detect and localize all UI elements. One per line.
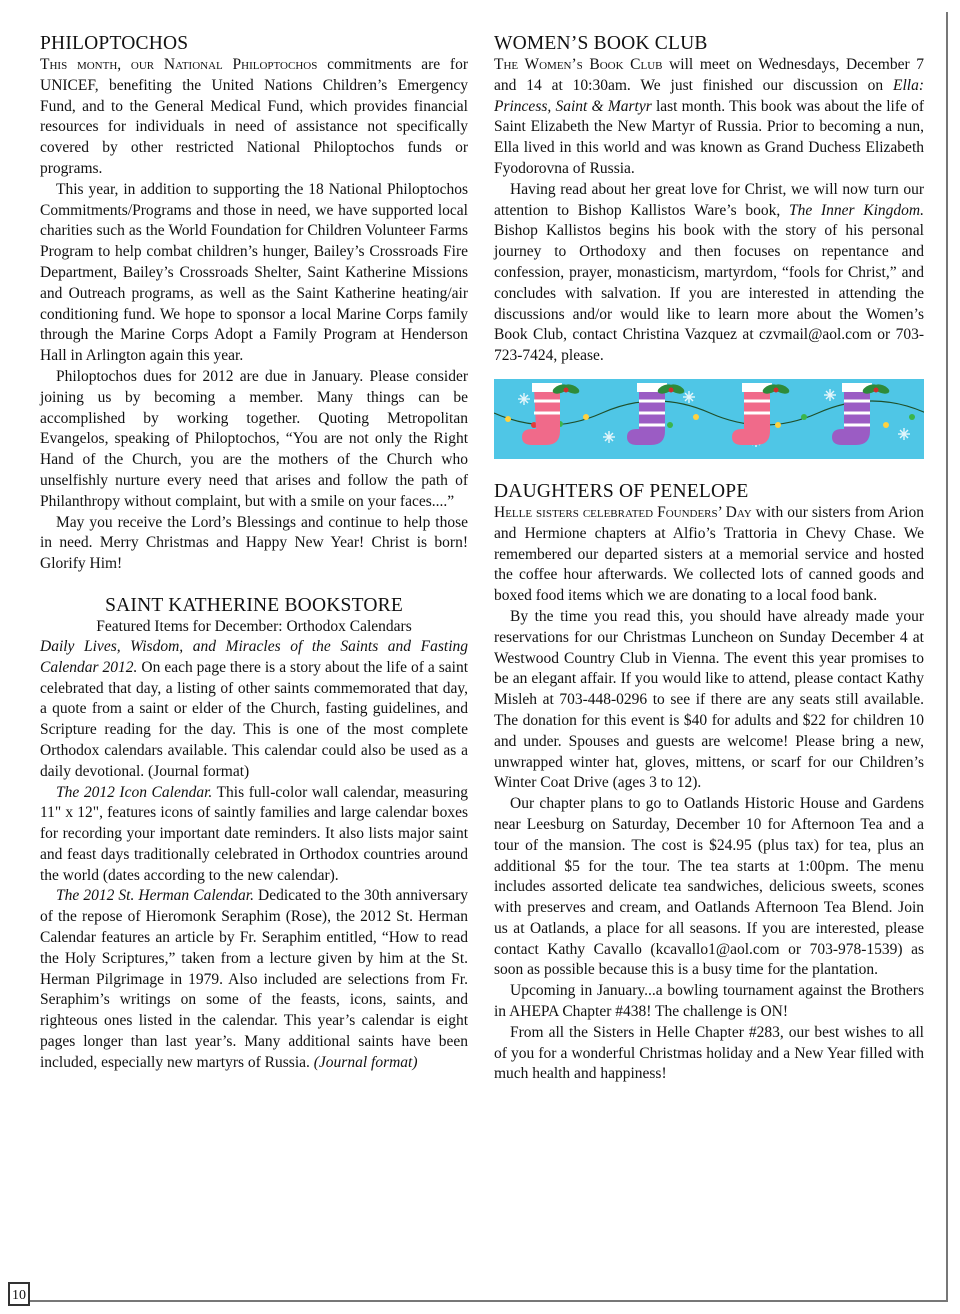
philoptochos-heading: PHILOPTOCHOS bbox=[40, 33, 189, 54]
penelope-p1-text: with our sisters from Arion and Hermione chapters at Alfio’s Trattoria in Chevy Chase. We remembered our departed sisters at a memorial service and hosted the coffee hour afterwards. We collected lots of canned goods and boxed food items which we are donating to a local food bank. bbox=[494, 503, 924, 605]
book-club-p1-a: will meet on Wednesdays, December 7 and 14 at 10:30am. We just finished our discussion on bbox=[494, 56, 924, 94]
bookstore-item-2 bbox=[40, 783, 468, 887]
philoptochos-paragraph-2: This year, in addition to supporting the 18 National Philoptochos Commitments/Programs and those in need, we have supported local charities such as the World Foundation for Children Volunteer Farms Program to help combat children’s hunger, Bailey’s Crossroads Fire Department, Bailey’s Crossroads Shelter, Saint Katherine Missions and Outreach programs, as well as the Saint Katherine heating/air conditioning fund. We hope to sponsor a local Marine Corps family through the Marine Corps Adopt a Family Program at Henderson Hall in Arlington again this year. bbox=[40, 180, 468, 365]
book-club-p2-a: Having read about her great love for Christ, we will now turn our attention to Bishop Kallistos Ware’s book, bbox=[494, 180, 924, 219]
penelope-heading: DAUGHTERS OF PENELOPE bbox=[494, 480, 749, 502]
section-gap bbox=[40, 575, 468, 595]
right-column bbox=[494, 33, 924, 1085]
bookstore-item-1 bbox=[40, 637, 468, 783]
item-2-title: The 2012 Icon Calendar. bbox=[56, 783, 213, 801]
item-2-text: This full-color wall calendar, measuring 11" x 12", features icons of saintly families and large calendar boxes for recording your important date reminders. It also lists major saint and feast days traditionally celebrated in Orthodox countries around the world (dates according to the new calendar). bbox=[40, 783, 468, 884]
book-club-title-1: Ella: Princess, Saint & Martyr bbox=[494, 76, 924, 115]
christmas-stockings-banner bbox=[494, 379, 924, 459]
bookstore-item-3 bbox=[40, 886, 468, 1073]
philoptochos-paragraph-3: Philoptochos dues for 2012 are due in January. Please consider joining us by becoming a member. Many things can be accomplished by working together. Quoting Metropolitan Evangelos, speaking of Philoptochos, “You are not only the Right Hand of the Church, you are the mothers of the Church who unselfishly nurture every need that arises and follow the path of Philanthropy without complaint, but with a smile on your faces....” bbox=[40, 367, 468, 510]
bookstore-featured-line: Featured Items for December: Orthodox Calendars bbox=[96, 617, 412, 635]
philoptochos-p1-text: commitments are for UNICEF, benefiting the United Nations Children’s Emergency Fund, and to the General Medical Fund, which provides financial resources for individuals in need of assistance not specifically covered by other restricted National Philoptochos funds or programs. bbox=[40, 56, 469, 177]
philoptochos-lead: This month, our National Philoptochos bbox=[40, 56, 318, 73]
item-3-text: Dedicated to the 30th anniversary of the repose of Hieromonk Seraphim (Rose), the 2012 St. Herman Calendar features an article by Fr. Seraphim entitled, “How to read the Holy Scriptures,” taken from a lecture given by him at the St. Herman Pilgrimage in 1979. Also included are selections from Fr. Seraphim’s writings on some of the feasts, icons, saints, and righteous ones listed in the calendar. This year’s calendar is eight pages longer than last year’s. Many additional saints have been included, especially new martyrs of Russia. bbox=[40, 887, 468, 1071]
philoptochos-paragraph-1 bbox=[40, 55, 468, 180]
left-column bbox=[40, 33, 468, 1074]
book-club-title-2: The Inner Kingdom. bbox=[788, 201, 924, 219]
book-club-paragraph-1 bbox=[494, 55, 924, 180]
item-3-title: The 2012 St. Herman Calendar. bbox=[56, 887, 254, 905]
book-club-lead: The Women’s Book Club bbox=[494, 56, 663, 73]
penelope-paragraph-5: From all the Sisters in Helle Chapter #283, our best wishes to all of you for a wonderful Christmas holiday and a New Year filled with much health and happiness! bbox=[494, 1023, 924, 1083]
penelope-paragraph-1 bbox=[494, 503, 924, 607]
bookstore-heading: SAINT KATHERINE BOOKSTORE bbox=[105, 594, 403, 616]
item-1-text: On each page there is a story about the life of a saint celebrated that day, a listing of other saints commemorated that day, a quote from a saint or elder of the Church, fasting guidelines, and Scripture reading for the day. This is one of the most complete Orthodox calendars available. This calendar could also be used as a daily devotional. (Journal format) bbox=[40, 658, 468, 780]
book-club-p2-b: Bishop Kallistos begins his book with the story of his personal journey to Orthodoxy and then focuses on repentance and confession, prayer, monasticism, martyrdom, “fools for Christ,” and concludes with salvation. If you are interested in attending the discussions and/or would like to learn more about the Women’s Book Club, contact Christina Vazquez at czvmail@aol.com or 703-723-7424, please. bbox=[494, 222, 924, 365]
item-3-format: (Journal format) bbox=[313, 1053, 418, 1071]
philoptochos-paragraph-4: May you receive the Lord’s Blessings and continue to help those in need. Merry Christmas and Happy New Year! Christ is born! Glorify Him! bbox=[40, 513, 468, 573]
penelope-paragraph-2: By the time you read this, you should have already made your reservations for our Christmas Luncheon on Sunday December 4 at Westwood Country Club in Vienna. The event this year promises to be an elegant affair. If you would like to attend, please contact Kathy Misleh at 703-448-0296 to see if there are any seats still available. The donation for this event is $40 for adults and $22 for children 10 and under. Spouses and guests are welcome! Please bring a new, unwrapped winter hat, gloves, mittens, or scarf for our Children’s Winter Coat Drive (ages 3 to 12). bbox=[494, 607, 924, 792]
book-club-paragraph-2 bbox=[494, 180, 924, 367]
book-club-p1-b: last month. This book was about the life of Saint Elizabeth the New Martyr of Russia. Prior to becoming a nun, Ella lived in this world and was known as Grand Duchess Elizabeth Fyodorovna of Russia. bbox=[494, 97, 924, 177]
page-number: 10 bbox=[8, 1282, 30, 1306]
penelope-paragraph-4: Upcoming in January...a bowling tournament against the Brothers in AHEPA Chapter #438! The challenge is ON! bbox=[494, 982, 924, 1021]
item-1-title: Daily Lives, Wisdom, and Miracles of the Saints and Fasting Calendar 2012. bbox=[40, 637, 468, 676]
penelope-paragraph-3: Our chapter plans to go to Oatlands Historic House and Gardens near Leesburg on Saturday, December 10 for Afternoon Tea and a tour of the mansion. The cost is $24.95 (plus tax) for tea, plus an additional $5 for the tour. The tea starts at 1:00pm. The menu includes assorted delicate tea sandwiches, delicious sweets, scones with preserves and cream, and Oatlands Afternoon Tea Blend. Join us at Oatlands, a place for all seasons. If you are interested, please contact Kathy Cavallo (kcavallo1@aol.com or 703-978-1539) as soon as possible because this is a busy time for the plantation. bbox=[494, 795, 924, 979]
penelope-lead: Helle sisters celebrated Founders’ Day bbox=[494, 503, 752, 521]
book-club-heading: WOMEN’S BOOK CLUB bbox=[494, 33, 708, 54]
